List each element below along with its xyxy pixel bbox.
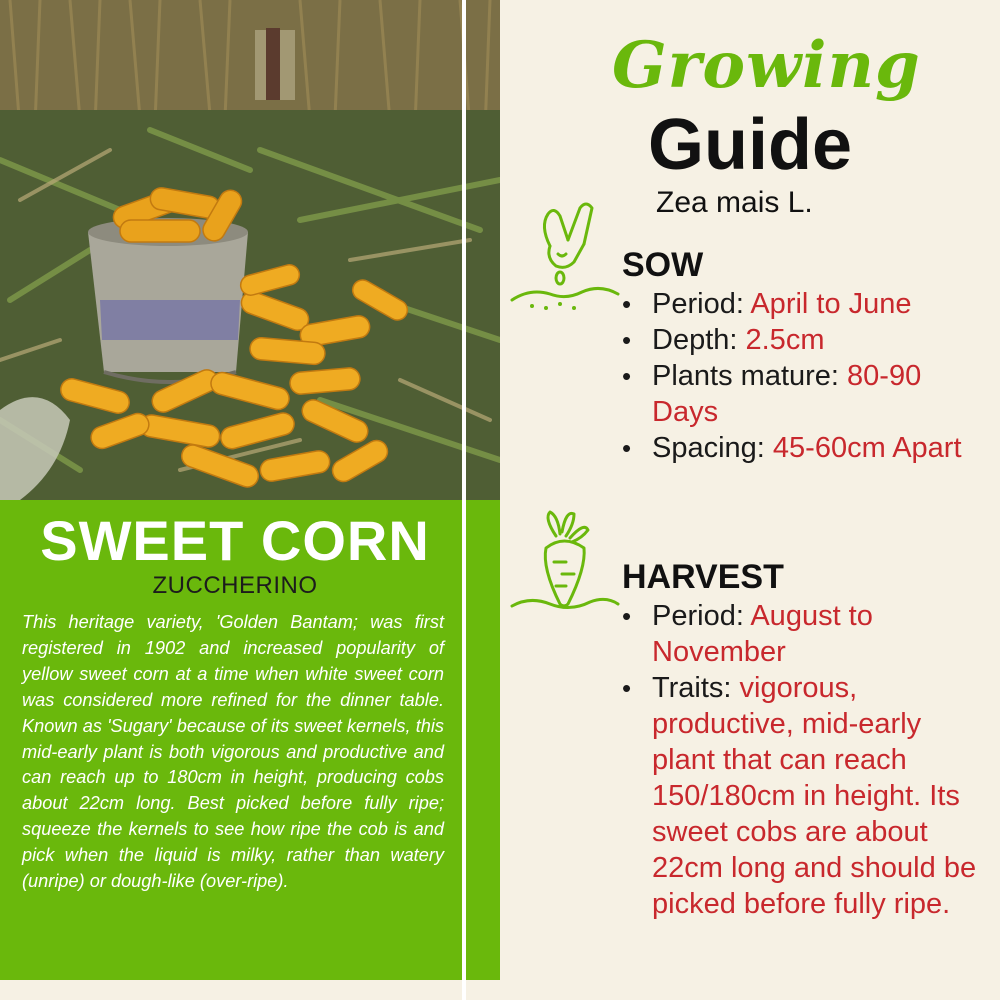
corn-harvest-photo: [0, 0, 500, 500]
carrot-harvest-icon: [510, 508, 620, 618]
product-subtitle: ZUCCHERINO: [152, 572, 318, 599]
product-title: SWEET CORN: [40, 509, 430, 572]
latin-name: Zea mais L.: [656, 186, 813, 219]
harvest-list: [620, 598, 990, 922]
harvest-heading: HARVEST: [622, 558, 784, 596]
bottom-strip: [0, 980, 500, 1000]
column-divider: [462, 0, 466, 1000]
guide-heading-script: Growing: [612, 28, 921, 103]
sow-list: [620, 286, 990, 466]
guide-heading-bold: Guide: [648, 105, 853, 185]
sow-period: • Period: April to June: [620, 286, 990, 322]
sow-heading: SOW: [622, 246, 704, 284]
sow-maturity: • Plants mature: 80-90 Days: [620, 358, 990, 430]
sow-spacing: • Spacing: 45-60cm Apart: [620, 430, 990, 466]
harvest-period: • Period: August to November: [620, 598, 990, 670]
sow-depth: • Depth: 2.5cm: [620, 322, 990, 358]
harvest-traits: • Traits: vigorous, productive, mid-early plant that can reach 150/180cm in height. Its sweet cobs are about 22cm long and should be picked before fully ripe.: [620, 670, 990, 922]
seed-sowing-hand-icon: [510, 196, 620, 316]
product-description: This heritage variety, 'Golden Bantam; was first registered in 1902 and increased popularity of yellow sweet corn at a time when white sweet corn was considered more refined for the dinner table. Known as 'Sugary' because of its sweet kernels, this mid-early plant is both vigorous and productive and can reach up to 180cm in height, producing cobs about 22cm long. Best picked before fully ripe; squeeze the kernels to see how ripe the cob is and pick when the liquid is milky, rather than watery (unripe) or dough-like (over-ripe).: [22, 612, 444, 892]
